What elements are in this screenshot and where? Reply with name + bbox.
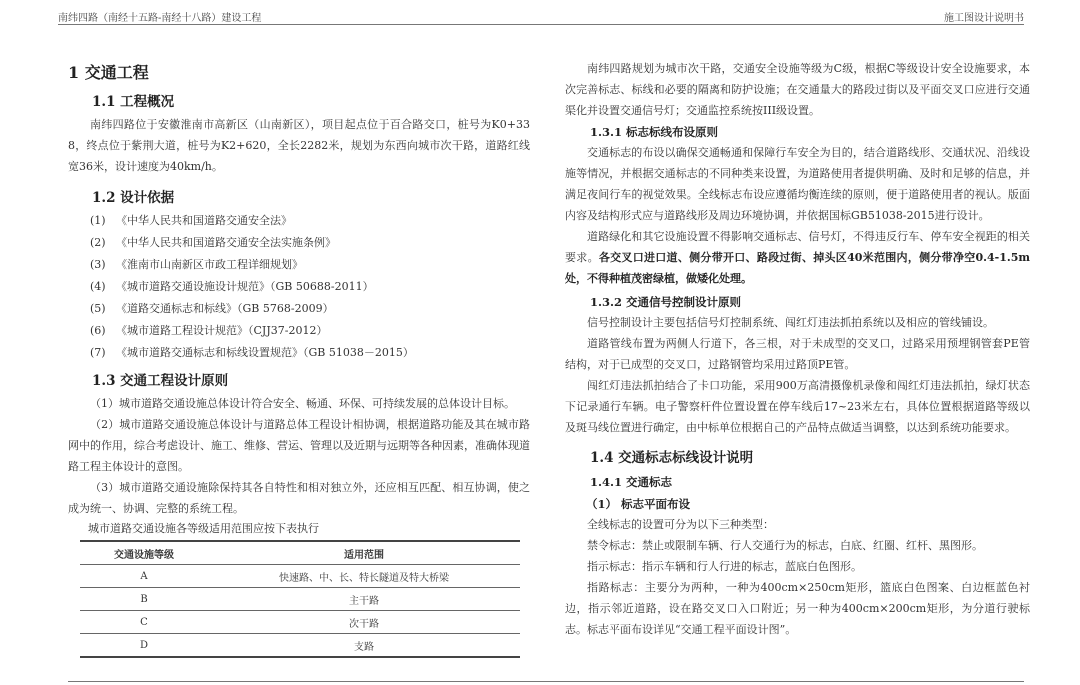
table-row <box>80 634 520 658</box>
reference-item: (4) 《城市道路交通设施设计规范》（GB 50688-2011） <box>90 280 374 293</box>
indication-sign-paragraph: 指示标志：指示车辆和行人行进的标志，蓝底白色图形。 <box>587 560 862 573</box>
header-divider <box>58 24 1024 25</box>
table-header-cell: 交通设施等级 <box>80 541 208 565</box>
table-header-cell: 适用范围 <box>208 541 520 565</box>
prohibition-sign-paragraph: 禁令标志：禁止或限制车辆、行人交通行为的标志，白底、红圈、红杆、黑图形。 <box>587 539 983 552</box>
footer-divider <box>68 681 1024 682</box>
reference-item: (2) 《中华人民共和国道路交通安全法实施条例》 <box>90 236 336 249</box>
red-light-camera-paragraph: 闯红灯违法抓拍结合了卡口功能，采用900万高清摄像机录像和闯红灯违法抓拍，绿灯状态下记录通行车辆。电子警察杆件位置设置在停车线后17~23米左右，具体位置根据道路等级以及斑马线位置进行确定，由中标单位根据自己的产品特点做适当调整，以达到系统功能要求。 <box>565 379 1030 434</box>
table-cell: 支路 <box>208 634 520 658</box>
facility-grade-table <box>80 540 520 658</box>
table-cell: 主干路 <box>208 588 520 611</box>
reference-item: (1) 《中华人民共和国道路交通安全法》 <box>90 214 292 227</box>
reference-item: (7) 《城市道路交通标志和标线设置规范》（GB 51038－2015） <box>90 346 414 359</box>
section-heading-design-basis: 1.2 设计依据 <box>92 190 175 206</box>
subsection-heading-sign-layout: （1） 标志平面布设 <box>586 497 691 511</box>
section-heading-traffic-signs: 1.4.1 交通标志 <box>590 475 673 489</box>
table-cell: B <box>80 588 208 611</box>
reference-item: (3) 《淮南市山南新区市政工程详细规划》 <box>90 258 303 271</box>
guide-sign-paragraph: 指路标志：主要分为两种，一种为400cm×250cm矩形，篮底白色图案、白边框蓝色衬边，指示邻近道路，设在路交叉口入口附近；另一种为400cm×200cm矩形，为分道行驶标志。 <box>565 581 1030 636</box>
table-cell: 快速路、中、长、特长隧道及特大桥梁 <box>208 565 520 588</box>
pipeline-paragraph: 道路管线布置为两侧人行道下，各三根，对于未成型的交叉口，过路采用预埋钢管套PE管结构，对于已成型的交叉口，过路钢管均采用过路顶PE管。 <box>565 337 1030 371</box>
overview-paragraph: 南纬四路位于安徽淮南市高新区（山南新区），项目起点位于百合路交口，桩号为K0+338，终点位于紫荆大道，桩号为K2+620，全长2282米，规划为东西向城市次干路，道路红线宽36米，设计速度为40km/h。 <box>68 118 530 173</box>
table-row <box>80 611 520 634</box>
section-heading-overview: 1.1 工程概况 <box>92 94 175 110</box>
reference-item: (5) 《道路交通标志和标线》（GB 5768-2009） <box>90 302 334 315</box>
section-heading-signal-control: 1.3.2 交通信号控制设计原则 <box>590 295 742 309</box>
principle-paragraph-3: （3）城市道路交通设施除保持其各自特性和相对独立外，还应相互匹配、相互协调，使之成为统一、协调、完整的系统工程。 <box>68 481 530 515</box>
table-caption: 城市道路交通设施各等级适用范围应按下表执行 <box>88 522 319 535</box>
sign-layout-reference-paragraph: 标志平面布设详见“交通工程平面设计图”。 <box>587 623 797 636</box>
facility-grade-paragraph: 南纬四路规划为城市次干路，交通安全设施等级为C级，根据C等级设计安全设施要求，本次完善标志、标线和必要的隔离和防护设施；在交通量大的路段过街以及平面交叉口应进行交通渠化并设置交通信号灯；交通监控系统按III级设置。 <box>565 62 1030 117</box>
section-heading-sign-marking-description: 1.4 交通标志标线设计说明 <box>590 450 754 466</box>
table-cell: 次干路 <box>208 611 520 634</box>
table-cell: A <box>80 565 208 588</box>
signal-control-paragraph: 信号控制设计主要包括信号灯控制系统、闯红灯违法抓拍系统以及相应的管线铺设。 <box>587 316 994 329</box>
table-row <box>80 565 520 588</box>
greening-paragraph: 道路绿化和其它设施设置不得影响交通标志、信号灯，不得违反行车、停车安全视距的相关要求。各交叉口进口道、侧分带开口、路段过街、掉头区40米范围内，侧分带净空0.4-1.5m处，不得种植茂密绿植，做矮化处理。 <box>565 230 1030 285</box>
header-document-type: 施工图设计说明书 <box>944 13 1024 24</box>
table-row <box>80 588 520 611</box>
sign-types-paragraph: 全线标志的设置可分为以下三种类型： <box>587 518 774 531</box>
sign-marking-paragraph: 交通标志的布设以确保交通畅通和保障行车安全为目的，结合道路线形、交通状况、沿线设施等情况，并根据交通标志的不同种类来设置，为道路使用者提供明确、及时和足够的信息，并满足夜间行车的视觉效果。全线标志布设应遵循均衡连续的原则，便于道路使用者的视认。版面内容及结构形式应与道路线形及周边环境协调，并依据国标GB51038-2015进行设计。 <box>565 146 1030 222</box>
table-header-row <box>80 541 520 565</box>
section-title-traffic-engineering: 1 交通工程 <box>68 63 149 82</box>
table-cell: C <box>80 611 208 634</box>
reference-item: (6) 《城市道路工程设计规范》（CJJ37-2012） <box>90 324 328 337</box>
principle-paragraph-2: （2）城市道路交通设施总体设计与道路总体工程设计相协调，根据道路功能及其在城市路网中的作用，综合考虑设计、施工、维修、营运、管理以及近期与远期等各种因素，准确体现道路工程主体设计的意图。 <box>68 418 530 473</box>
header-project-title: 南纬四路（南经十五路-南经十八路）建设工程 <box>58 13 262 24</box>
principle-paragraph-1: （1）城市道路交通设施总体设计符合安全、畅通、环保、可持续发展的总体设计目标。 <box>90 397 515 410</box>
section-heading-sign-marking-principles: 1.3.1 标志标线布设原则 <box>590 125 719 139</box>
table-cell: D <box>80 634 208 658</box>
section-heading-design-principles: 1.3 交通工程设计原则 <box>92 373 229 389</box>
